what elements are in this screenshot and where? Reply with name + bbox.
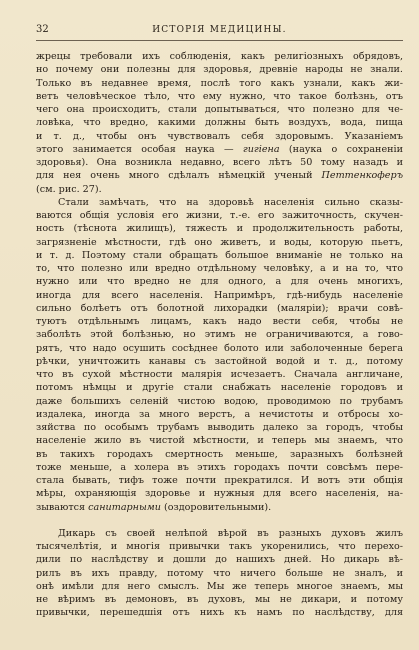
- text-line: ловѣка, что вредно, какими должны быть воздухъ, вода, пища: [36, 117, 403, 129]
- text-line: заболѣть этой болѣзнью, но этимъ не ограничиваются, а гово-: [36, 329, 403, 341]
- text-line: что въ сухой мѣстности малярія исчезаетъ. Сначала англичане,: [36, 369, 403, 380]
- text-line: дили по наслѣдству и дошли до нашихъ дней. Но дикарь вѣ-: [36, 554, 403, 566]
- term-hygiene: гигіена: [242, 143, 280, 155]
- text-line: рятъ, что надо осушить сосѣднее болото или заболоченные берега: [36, 342, 403, 354]
- term-sanitary: санитарными: [88, 501, 161, 513]
- text-line: ветъ человѣческое тѣло, что ему нужно, что такое болѣзнь, отъ: [36, 90, 403, 102]
- text-line: [36, 169, 403, 182]
- text-run: (наука о сохраненіи: [279, 143, 403, 155]
- text-line: (см. рис. 27).: [36, 183, 102, 195]
- text-line: привычки, перешедшія отъ нихъ къ намъ по наслѣдству, для: [36, 607, 403, 619]
- text-line: зяйства по особымъ трубамъ выводить далеко за городъ, чтобы: [36, 422, 403, 433]
- text-line: въ такихъ городахъ смертность меньше, заразныхъ болѣзней: [36, 448, 403, 460]
- text-line: не вѣримъ въ демоновъ, въ духовъ, мы не дикари, и потому: [36, 594, 403, 605]
- text-line: загрязненіе мѣстности, гдѣ оно живетъ, и воды, которую пьетъ,: [36, 236, 403, 248]
- text-line: сильно болѣетъ отъ болотной лихорадки (маляріи); врачи совѣ-: [36, 302, 403, 314]
- text-line: издалека, иногда за много верстъ, а нечистоты и отбросы хо-: [36, 408, 403, 420]
- header-rule: [36, 40, 403, 41]
- text-line: здоровья). Она возникла недавно, всего лѣтъ 50 тому назадъ и: [36, 157, 403, 168]
- text-line: [36, 143, 403, 156]
- text-line: и т. д., чтобы онъ чувствовалъ себя здоровымъ. Указаніемъ: [36, 130, 403, 142]
- text-line: населеніе жило въ чистой мѣстности, и теперь мы знаемъ, что: [36, 435, 403, 447]
- text-run: для нея очень много сдѣлалъ нѣмецкій ученый: [36, 170, 322, 182]
- text-line: стала бывать, тифъ тоже почти прекратился. И вотъ эти общія: [36, 475, 403, 486]
- text-line: ность (тѣснота жилищъ), тяжесть и продолжительность работы,: [36, 223, 403, 235]
- text-line: тоже меньше, а холера въ этихъ городахъ почти совсѣмъ пере-: [36, 461, 403, 473]
- text-line: рилъ въ ихъ правду, потому что ничего больше не зналъ, и: [36, 567, 403, 579]
- name-pettenkofer: Петтенкоферъ: [321, 170, 403, 182]
- text-run: (оздоровительными).: [160, 501, 272, 513]
- text-line: Только въ недавнее время, послѣ того какъ узнали, какъ жи-: [36, 77, 403, 89]
- body-text: [36, 50, 403, 620]
- text-line: туютъ отдѣльнымъ лицамъ, какъ надо вести себя, чтобы не: [36, 316, 403, 327]
- text-line: но почему они полезны для здоровья, древніе народы не знали.: [36, 64, 403, 76]
- text-line: даже большихъ селеній чистою водою, проводимою по трубамъ: [36, 395, 403, 407]
- text-run: зываются: [36, 501, 89, 513]
- running-title: ИСТОРІЯ МЕДИЦИНЫ.: [152, 25, 287, 35]
- text-line: нужно или что вредно не для одного, а для очень многихъ,: [36, 276, 403, 288]
- paragraph-3: [36, 527, 403, 620]
- paragraph-gap: [36, 514, 403, 527]
- text-line: [36, 501, 403, 514]
- text-line: мѣры, охраняющія здоровье и нужныя для всего населенія, на-: [36, 488, 403, 500]
- text-line: тысячелѣтія, и многія привычки такъ укоренились, что перехо-: [36, 541, 403, 552]
- text-line: чего она происходитъ, стали допытываться, что полезно для че-: [36, 104, 403, 115]
- text-line: рѣчки, уничтожить канавы съ застойной водой и т. д., потому: [36, 355, 403, 367]
- page-header: [36, 24, 403, 38]
- paragraph-1: [36, 50, 403, 196]
- text-run: этого занимается особая наука —: [36, 143, 243, 155]
- text-line: и т. д. Поэтому стали обращать большое вниманіе не только на: [36, 249, 403, 261]
- text-line: онѣ имѣли для него смыслъ. Мы же теперь многое знаемъ, мы: [36, 580, 403, 592]
- paragraph-2: [36, 196, 403, 514]
- text-line: иногда для всего населенія. Напримѣръ, гдѣ-нибудь населеніе: [36, 289, 403, 301]
- text-line: потомъ нѣмцы и другіе стали снабжать населеніе городовъ и: [36, 382, 403, 394]
- page-number: 32: [36, 24, 49, 35]
- text-line: жрецы требовали ихъ соблюденія, какъ религіозныхъ обрядовъ,: [36, 51, 403, 62]
- text-line: ваются общія условія его жизни, т.-е. его зажиточность, скучен-: [36, 210, 403, 221]
- text-line: то, что полезно или вредно отдѣльному человѣку, а и на то, что: [36, 263, 403, 274]
- text-line: Стали замѣчать, что на здоровьѣ населенія сильно сказы-: [58, 196, 403, 208]
- text-line: Дикарь съ своей нелѣпой вѣрой въ разныхъ духовъ жилъ: [58, 527, 403, 539]
